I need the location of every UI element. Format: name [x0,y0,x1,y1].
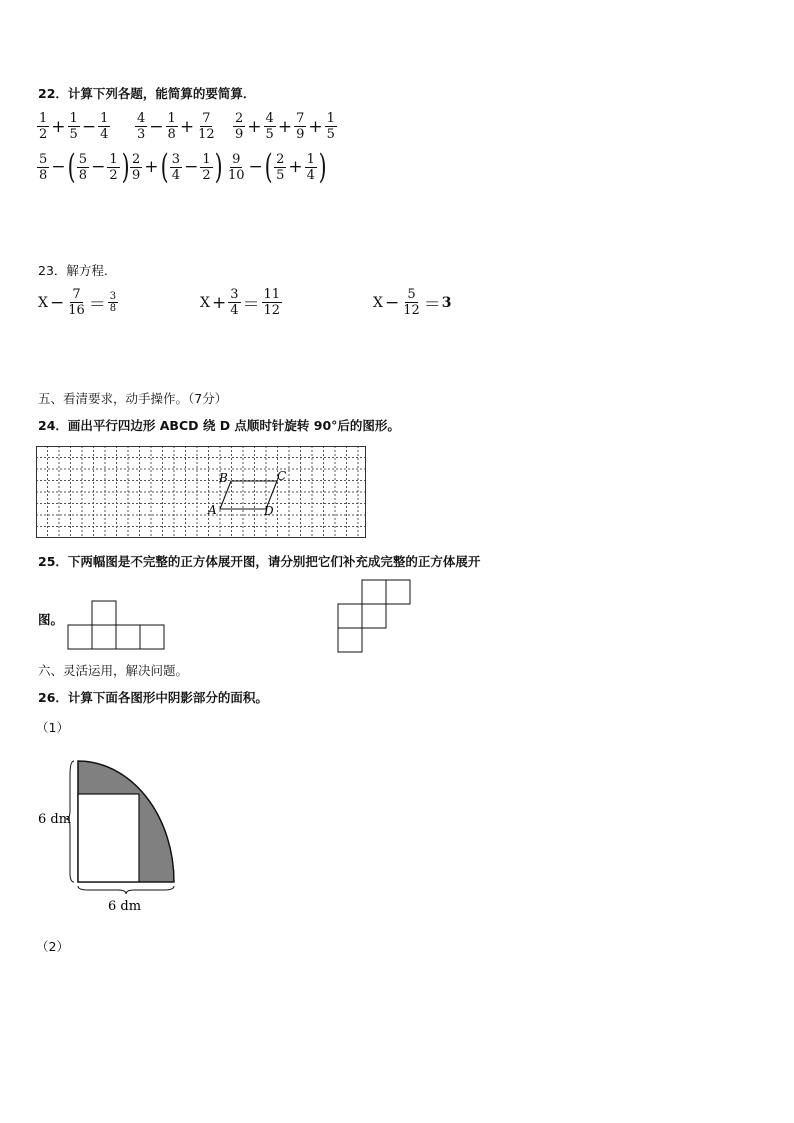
q23-title: 23．解方程. [38,263,108,278]
fraction: $\frac{3}{4}$ [171,151,181,183]
fraction: $\frac{1}{4}$ [100,111,109,142]
q22-expression-1: $\frac{1}{2}$ + $\frac{1}{5}$ − $\frac{1}{4}$ [39,111,109,142]
fraction: $\frac{3}{4}$ [230,287,239,318]
dimension-left: 6 dm [38,812,72,827]
q22-expression-6: $\frac{9}{10}$ − ( $\frac{2}{5}$ + $\frac{1}{4}$ ) [228,147,327,187]
q22-expression-2: $\frac{4}{3}$ − $\frac{1}{8}$ + $\frac{7}{12}$ [137,111,215,142]
fraction: $\frac{1}{2}$ [202,151,211,183]
section-6-heading: 六、灵活运用，解决问题。 [38,663,189,678]
q22-expression-5: $\frac{2}{9}$ + ( $\frac{3}{4}$ − $\frac{1}{2}$ ) [132,147,223,187]
q26-part-1-label: （1） [36,720,69,735]
fraction: $\frac{5}{8}$ [39,151,48,183]
fraction: $\frac{7}{16}$ [68,287,85,318]
fraction: $\frac{2}{9}$ [132,151,141,183]
fraction: $\frac{2}{5}$ [276,151,285,183]
fraction: $\frac{1}{8}$ [167,111,176,142]
q23-equation-3: X − $\frac{5}{12}$ ＝ 3 [373,287,452,318]
q22-expression-3: $\frac{2}{9}$ + $\frac{4}{5}$ + $\frac{7}{9}$ + $\frac{1}{5}$ [235,111,335,142]
fraction: $\frac{5}{8}$ [78,151,88,183]
inner-rectangle [78,794,139,882]
q24-title: 24．画出平行四边形 ABCD 绕 D 点顺时针旋转 90°后的图形。 [38,418,400,433]
section-5-heading: 五、看清要求，动手操作。（7分） [38,391,228,406]
dotted-grid [36,446,366,538]
fraction: $\frac{3}{8}$ [109,291,117,314]
fraction: $\frac{2}{9}$ [235,111,244,142]
fraction: $\frac{4}{5}$ [265,111,274,142]
fraction: $\frac{7}{9}$ [296,111,305,142]
fraction: $\frac{7}{12}$ [198,111,215,142]
fraction: $\frac{5}{12}$ [403,287,420,318]
cube-net-2 [336,579,412,655]
dimension-bottom: 6 dm [108,899,142,914]
q25-title: 25．下两幅图是不完整的正方体展开图，请分别把它们补充成完整的正方体展开 [38,554,481,569]
q26-part-2-label: （2） [36,939,69,954]
fraction: $\frac{1}{2}$ [39,111,48,142]
cube-net-1 [66,600,166,652]
label-b: B [219,471,228,485]
shaded-area-figure [36,755,176,915]
label-a: A [208,503,217,517]
bottom-brace [78,886,174,894]
q22-title: 22．计算下列各题，能简算的要简算． [38,86,256,101]
fraction: $\frac{4}{3}$ [137,111,146,142]
fraction: $\frac{1}{5}$ [326,111,335,142]
q26-title: 26．计算下面各图形中阴影部分的面积。 [38,690,268,705]
label-d: D [264,504,274,518]
q25-title-cont: 图。 [38,612,64,627]
fraction: $\frac{11}{12}$ [263,287,281,318]
q22-expression-4: $\frac{5}{8}$ − ( $\frac{5}{8}$ − $\frac{1}{2}$ ) [39,147,130,187]
fraction: $\frac{1}{5}$ [69,111,78,142]
fraction: $\frac{1}{2}$ [109,151,118,183]
fraction: $\frac{1}{4}$ [306,151,315,183]
label-c: C [277,469,287,483]
fraction: $\frac{9}{10}$ [228,151,245,183]
q23-equation-2: X + $\frac{3}{4}$ ＝ $\frac{11}{12}$ [200,287,281,318]
q23-equation-1: X − $\frac{7}{16}$ ＝ $\frac{3}{8}$ [38,287,117,318]
